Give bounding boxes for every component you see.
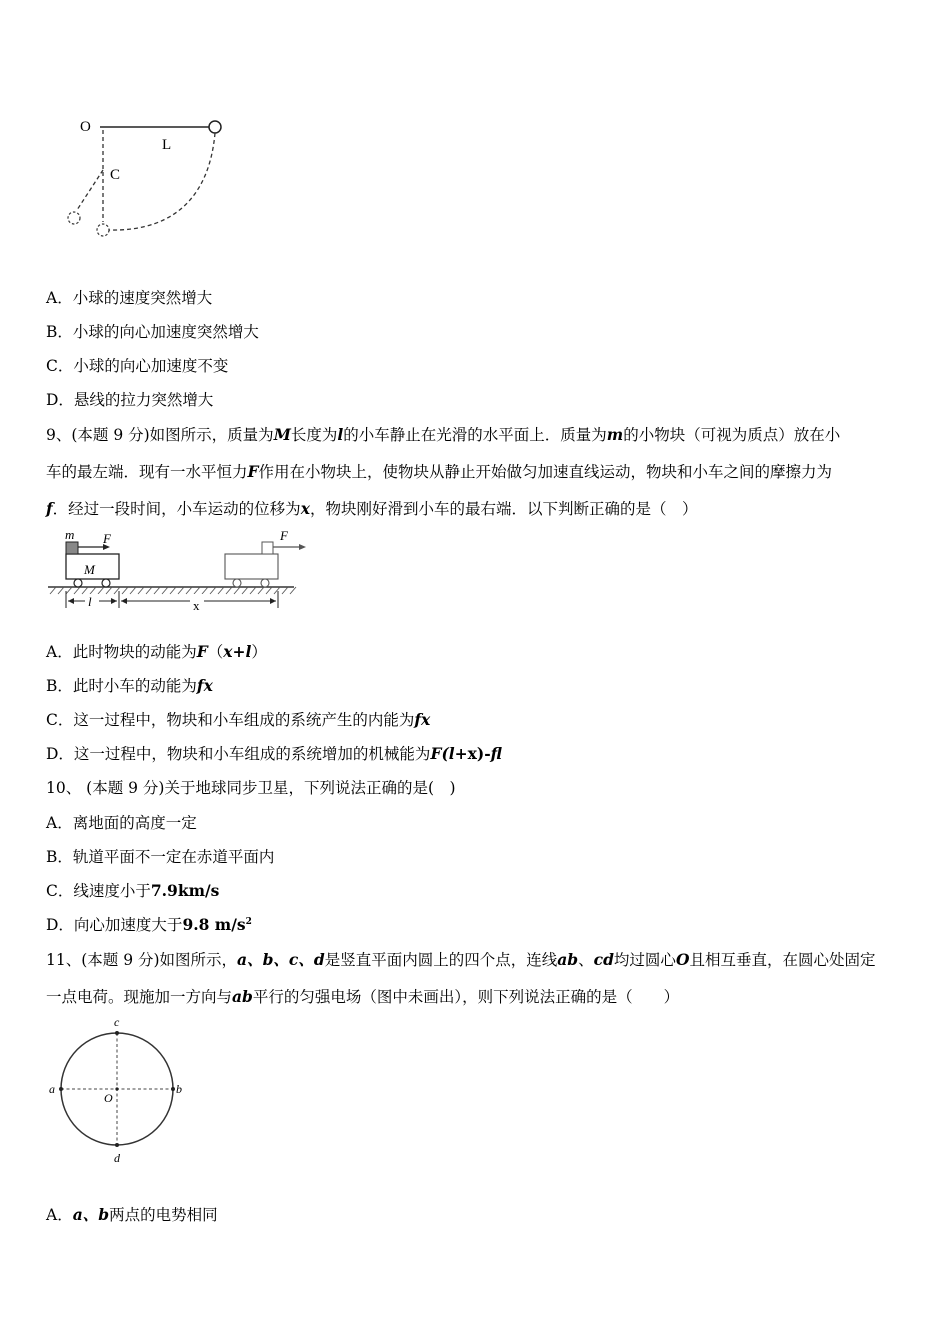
q11-stem-line1: 11、(本题 9 分)如图所示，a、b、c、d是竖直平面内圆上的四个点，连线ab、cd均过圆心O且相互垂直，在圆心处固定 [46, 950, 876, 969]
block-right [262, 542, 273, 554]
pendulum-figure [60, 110, 240, 245]
cart-figure [44, 526, 314, 618]
q9-option-d: D．这一过程中，物块和小车组成的系统增加的机械能为F(l+x)-fl [46, 744, 502, 763]
label-a: a [49, 1082, 55, 1096]
q8-option-c: C．小球的向心加速度不变 [46, 357, 229, 375]
circle-figure [44, 1014, 194, 1169]
pendulum-ball [209, 121, 221, 133]
label-c: C [110, 167, 121, 183]
q10-option-b: B．轨道平面不一定在赤道平面内 [46, 848, 275, 866]
q9-stem-line1: 9、(本题 9 分)如图所示，质量为M长度为l的小车静止在光滑的水平面上．质量为m的小物块（可视为质点）放在小 [46, 425, 841, 444]
q8-option-a: A．小球的速度突然增大 [46, 289, 213, 307]
point-c [115, 1031, 119, 1035]
cart-right-wheel-1 [233, 579, 241, 587]
point-o [115, 1087, 118, 1090]
ball-lowest [97, 224, 109, 236]
cart-right [225, 554, 278, 579]
label-F1: F [103, 531, 111, 546]
q11-stem-line2: 一点电荷。现施加一方向与ab平行的匀强电场（图中未画出），则下列说法正确的是（ ） [46, 987, 680, 1006]
point-b [171, 1087, 175, 1091]
q11-option-a: A．a、b两点的电势相同 [46, 1205, 218, 1224]
label-l: l [88, 594, 92, 609]
cart-right-wheel-2 [261, 579, 269, 587]
q9-option-c: C．这一过程中，物块和小车组成的系统产生的内能为fx [46, 710, 431, 729]
label-d: d [114, 1151, 120, 1165]
point-a [59, 1087, 63, 1091]
label-m: m [65, 527, 75, 542]
q10-stem: 10、 (本题 9 分)关于地球同步卫星，下列说法正确的是( ) [46, 779, 456, 797]
block-left [66, 542, 78, 554]
cart-left-wheel-2 [102, 579, 110, 587]
label-c: c [114, 1015, 120, 1029]
label-F2: F [280, 528, 288, 543]
q9-stem-line2: 车的最左端．现有一水平恒力F作用在小物块上，使物块从静止开始做匀加速直线运动，物块和小车之间的摩擦力为 [46, 462, 833, 481]
label-l: L [162, 137, 172, 153]
label-o: O [80, 119, 91, 135]
q10-option-d: D．向心加速度大于9.8 $m/s^2$ [46, 915, 252, 934]
q9-option-a: A．此时物块的动能为F（x+l） [46, 642, 267, 661]
q9-stem-line3: f．经过一段时间，小车运动的位移为x，物块刚好滑到小车的最右端．以下判断正确的是（ ） [46, 499, 698, 518]
label-M: M [84, 562, 95, 577]
label-x: x [193, 598, 200, 613]
swing-after-line [77, 170, 103, 210]
cart-left-wheel-1 [74, 579, 82, 587]
ground-hatch [50, 587, 296, 594]
q9-option-b: B．此时小车的动能为fx [46, 676, 213, 695]
q10-option-c: C．线速度小于7.9km/s [46, 881, 220, 900]
q8-option-d: D．悬线的拉力突然增大 [46, 391, 214, 409]
q8-option-b: B．小球的向心加速度突然增大 [46, 323, 259, 341]
q10-option-a: A．离地面的高度一定 [46, 814, 197, 832]
point-d [115, 1143, 119, 1147]
force-arrowhead-right [299, 544, 306, 550]
label-b: b [176, 1082, 182, 1096]
ball-left [68, 212, 80, 224]
label-o: O [104, 1091, 113, 1105]
